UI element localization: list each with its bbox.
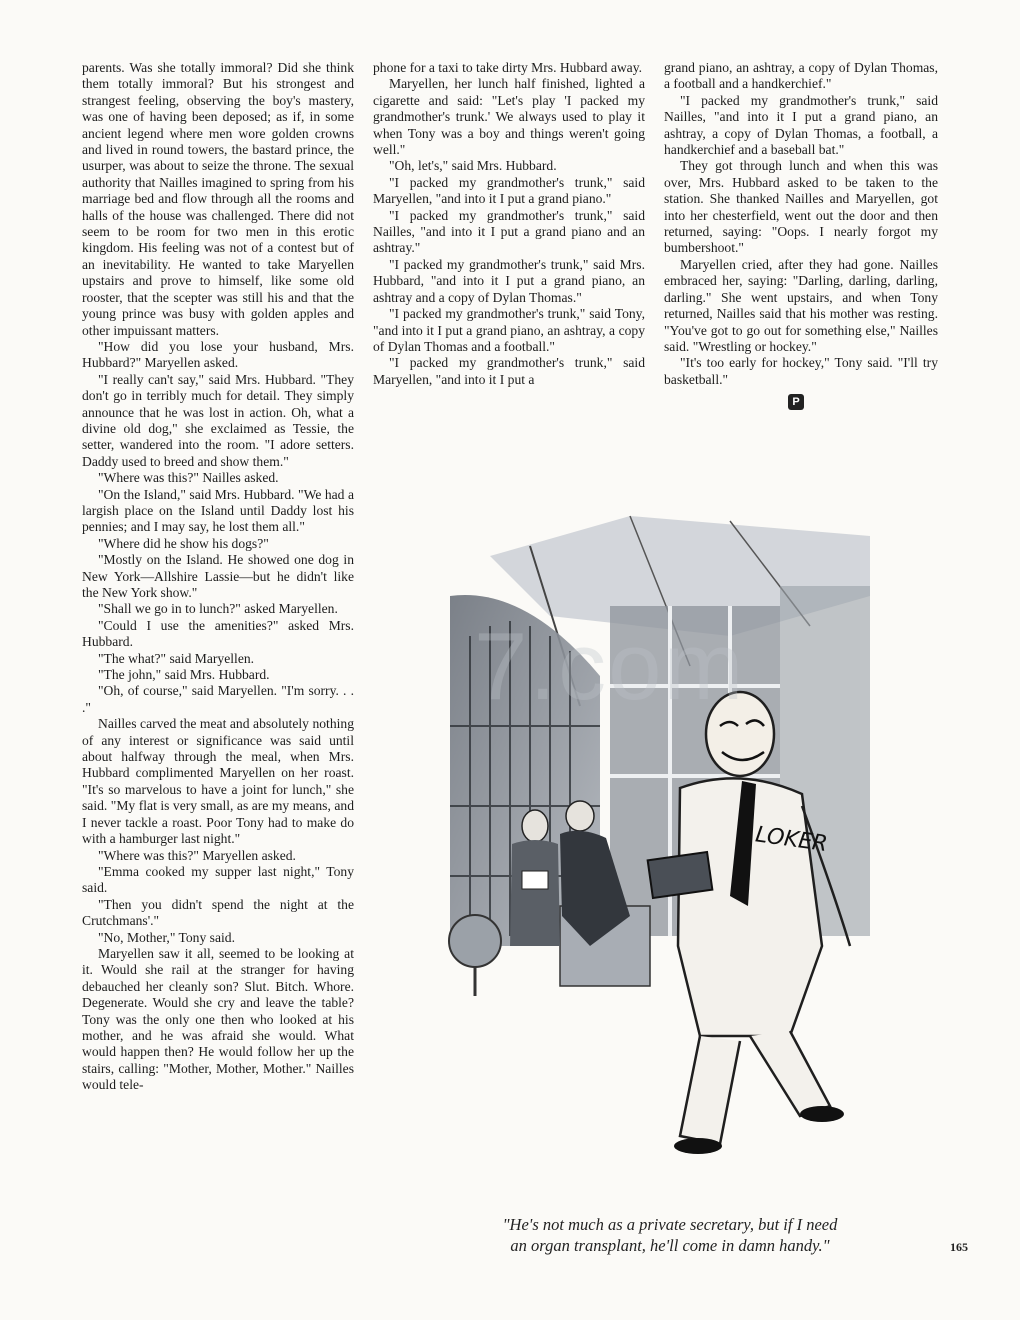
paragraph: "Mostly on the Island. He showed one dog in New York—Allshire Lassie—but he didn't like the New York show." [82,552,354,600]
text-column-3 [664,60,938,410]
paragraph: "How did you lose your husband, Mrs. Hubbard?" Maryellen asked. [82,338,354,371]
paragraph: Maryellen cried, after they had gone. Nailles embraced her, saying: "Darling, darling, darling, darling." She went upstairs, and when Tony returned, Nailles said that his mother was resting. "You've got to go out for something else," Nailles said. "Wrestling or hockey." [664,256,938,354]
caption-line: an organ transplant, he'll come in damn handy." [510,1236,830,1255]
paragraph: "I packed my grandmother's trunk," said Tony, "and into it I put a grand piano, an ashtray, a copy of Dylan Thomas and a football." [373,306,645,354]
text-column-2 [373,60,645,388]
paragraph: "Where did he show his dogs?" [98,535,269,551]
paragraph: "The what?" said Maryellen. [98,650,255,666]
page-number: 165 [950,1240,968,1254]
paragraph: "It's too early for hockey," Tony said. "I'll try basketball." [664,355,938,387]
paragraph: "I packed my grandmother's trunk," said Maryellen, "and into it I put a [373,355,645,387]
paragraph: "Where was this?" Maryellen asked. [98,847,296,863]
paragraph: "I packed my grandmother's trunk," said Maryellen, "and into it I put a grand piano." [373,174,645,207]
paragraph: "No, Mother," Tony said. [98,929,235,945]
text-column-1 [82,60,354,1094]
paragraph: Nailles carved the meat and absolutely nothing of any interest or significance was said until about halfway through the meal, when Mrs. Hubbard complimented Maryellen on her roast. "It's so marvelous to have a joint for lunch," she said. "My flat is very small, as are my means, and I never tackle a roast. Poor Tony had to make do with a hamburger last night." [82,716,354,847]
paragraph: "Emma cooked my supper last night," Tony said. [82,863,354,896]
cartoon-illustration [430,476,890,1176]
paragraph: "Shall we go in to lunch?" asked Maryellen. [98,601,338,617]
cartoon-caption [400,1214,940,1256]
paragraph: They got through lunch and when this was over, Mrs. Hubbard asked to be taken to the station. She thanked Nailles and Maryellen, got into her chesterfield, went out the door and then returned, saying: "Oops. I nearly forgot my bumbershoot." [664,158,938,256]
paragraph: "I packed my grandmother's trunk," said Nailles, "and into it I put a grand piano, an ashtray, a copy of Dylan Thomas, a football, a handkerchief and a baseball bat." [664,92,938,158]
cartoon-drawing [430,476,890,1176]
paragraph: "On the Island," said Mrs. Hubbard. "We had a largish place on the Island until Daddy lost his pennies; and I may say, he lost them all." [82,486,354,535]
paragraph: "Oh, of course," said Maryellen. "I'm sorry. . . ." [82,683,354,715]
watermark: 7.com [474,613,746,720]
paragraph: "Could I use the amenities?" asked Mrs. Hubbard. [82,617,354,650]
paragraph: grand piano, an ashtray, a copy of Dylan Thomas, a football and a handkerchief." [664,60,938,92]
paragraph: "I packed my grandmother's trunk," said Mrs. Hubbard, "and into it I put a grand piano, an ashtray and a copy of Dylan Thomas." [373,256,645,305]
paragraph: Maryellen, her lunch half finished, lighted a cigarette and said: "Let's play 'I packed my grandmother's trunk.' We always used to play it when Tony was a boy and things weren't going well." [373,76,645,158]
paragraph: "I really can't say," said Mrs. Hubbard. "They don't go in terribly much for detail. They simply announce that he was lost in action. Oh, what a divine old dog," she exclaimed as Tessie, the setter, wandered into the room. "I adore setters. Daddy used to breed and show them." [82,371,354,469]
paragraph: parents. Was she totally immoral? Did she think them totally immoral? But his strongest and strangest feeling, observing the boy's mastery, was one of having been deposed; as if, in some ancient legend where men wore golden crowns and lived in round towers, the bastard prince, the usurper, was about to seize the throne. The sexual authority that Nailles imagined to spring from his marriage bed and flow through all the rooms and halls of the house was challenged. There did not seem to be room for two men in this erotic kingdom. His feeling was not of a contest but of an inevitability. He wanted to take Maryellen upstairs and prove to himself, like some old rooster, that the scepter was still his and that the young prince was busy with golden apples and other impuissant matters. [82,60,354,338]
paragraph: "Oh, let's," said Mrs. Hubbard. [389,158,557,174]
paragraph: "Where was this?" Nailles asked. [98,470,279,486]
paragraph: phone for a taxi to take dirty Mrs. Hubbard away. [373,60,643,75]
end-mark-icon: P [788,394,804,410]
paragraph: "I packed my grandmother's trunk," said Nailles, "and into it I put a grand piano and an ashtray." [373,207,645,256]
paragraph: "The john," said Mrs. Hubbard. [98,667,270,683]
paragraph: "Then you didn't spend the night at the Crutchmans'." [82,896,354,929]
cartoonist-signature: LOKER [753,822,830,858]
paragraph: Maryellen saw it all, seemed to be looking at it. Would she rail at the stranger for having debauched her cleanly son? Slut. Bitch. Whore. Degenerate. Would she cry and leave the table? Tony was the only one then who looked at his mother, and he was afraid she would. What would happen then? He would follow her up the stairs, calling: "Mother, Mother, Mother." Nailles would tele- [82,945,354,1093]
caption-line: "He's not much as a private secretary, but if I need [502,1215,838,1234]
